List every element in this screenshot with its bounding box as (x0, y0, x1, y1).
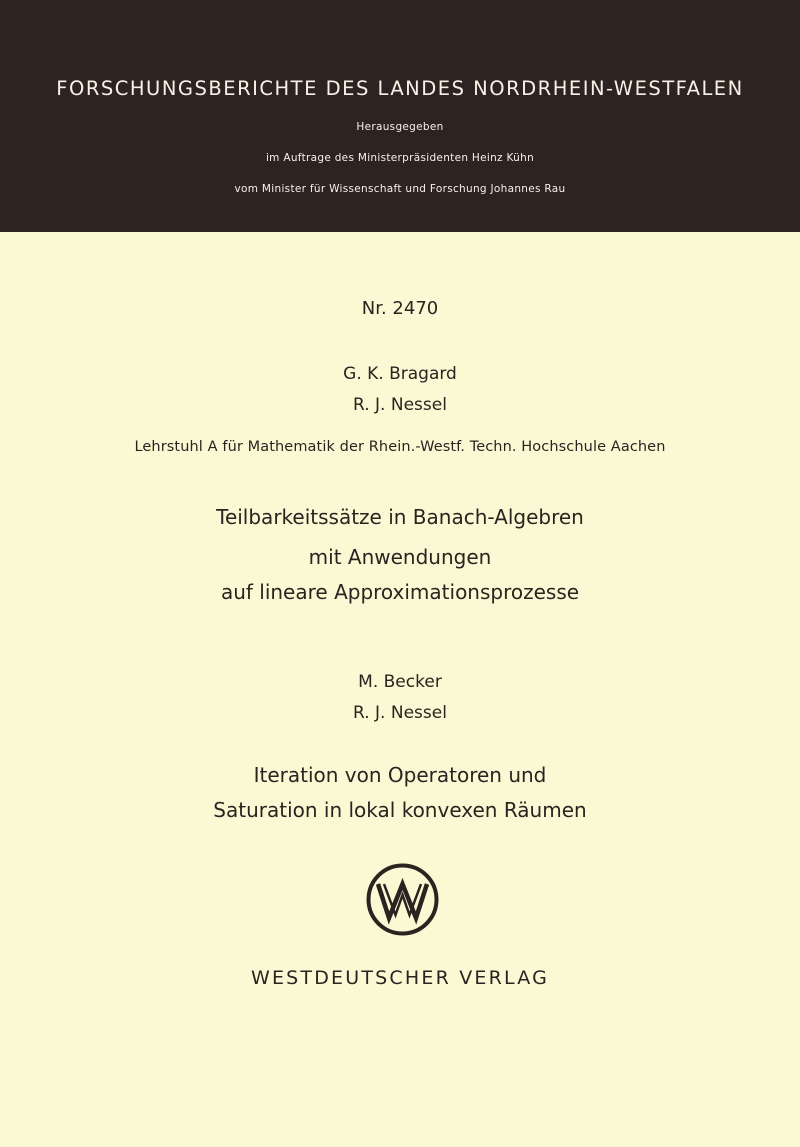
header-minister-line: vom Minister für Wissenschaft und Forschung Johannes Rau (234, 183, 566, 195)
series-title: FORSCHUNGSBERICHTE DES LANDES NORDRHEIN-WESTFALEN (56, 77, 744, 100)
author-name: G. K. Bragard (343, 364, 457, 384)
publisher-name: WESTDEUTSCHER VERLAG (250, 967, 550, 989)
header-commission-line: im Auftrage des Ministerpräsidenten Heinz Kühn (265, 152, 535, 164)
second-title-line: Saturation in lokal konvexen Räumen (213, 798, 587, 822)
author-name: R. J. Nessel (353, 395, 447, 415)
series-header-band (0, 0, 800, 232)
report-number: Nr. 2470 (361, 298, 439, 319)
institution-affiliation: Lehrstuhl A für Mathematik der Rhein.-Westf. Techn. Hochschule Aachen (134, 439, 666, 455)
first-title-line: Teilbarkeitssätze in Banach-Algebren (216, 505, 584, 529)
westdeutscher-verlag-logo-icon (365, 862, 440, 937)
first-title-line: auf lineare Approximationsprozesse (220, 580, 580, 604)
author-name: M. Becker (358, 672, 442, 692)
author-name: R. J. Nessel (353, 703, 447, 723)
first-title-line: mit Anwendungen (308, 545, 492, 569)
header-editor-line: Herausgegeben (356, 121, 444, 133)
second-title-line: Iteration von Operatoren und (253, 763, 547, 787)
